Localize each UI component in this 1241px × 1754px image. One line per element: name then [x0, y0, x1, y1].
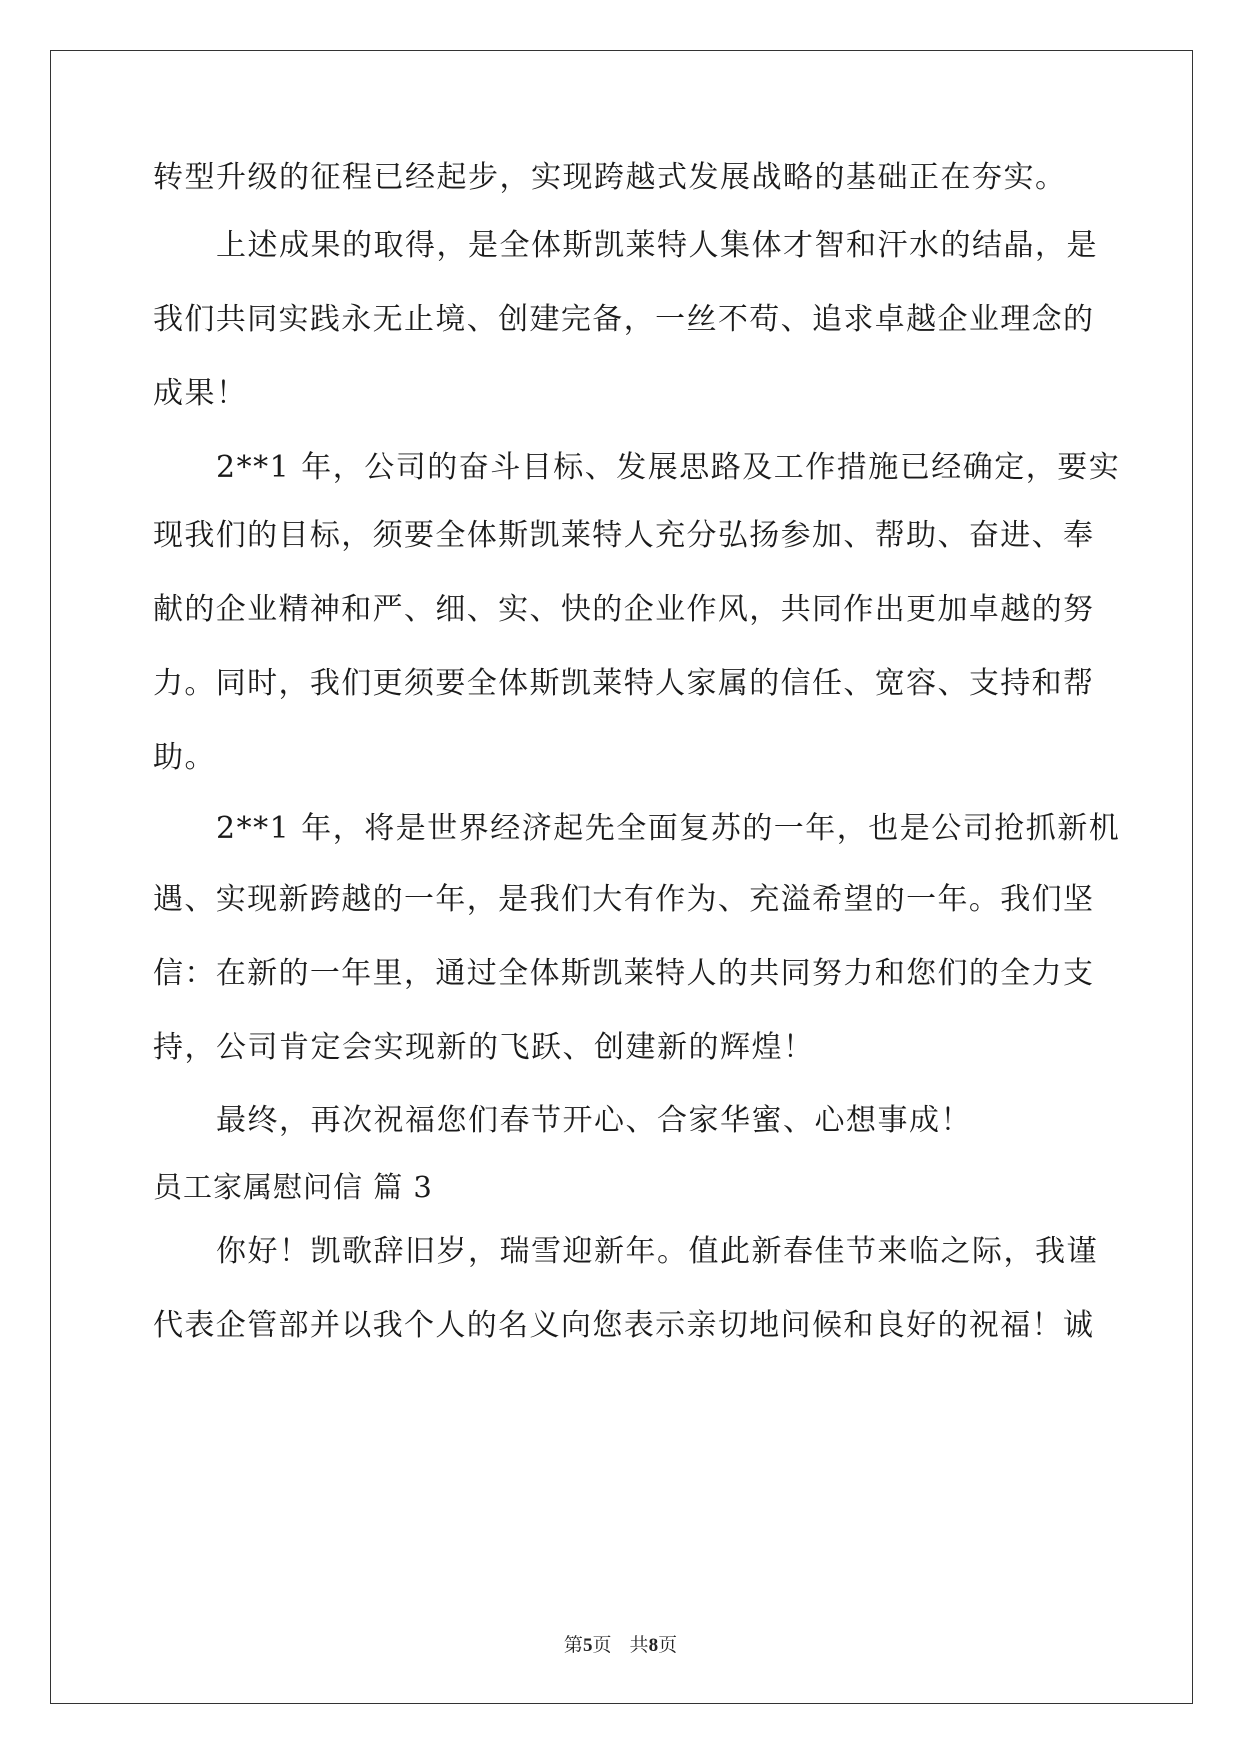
text-line: 持，公司肯定会实现新的飞跃、创建新的辉煌！	[153, 1030, 815, 1065]
text-line: 现我们的目标，须要全体斯凯莱特人充分弘扬参加、帮助、奋进、奉	[153, 518, 1093, 553]
section-heading: 员工家属慰问信 篇 3	[153, 1170, 433, 1204]
text-line: 转型升级的征程已经起步，实现跨越式发展战略的基础正在夯实。	[153, 160, 1067, 195]
paragraph-first-line: 你好！凯歌辞旧岁，瑞雪迎新年。值此新春佳节来临之际，我谨	[216, 1234, 1098, 1269]
current-page-number: 5	[582, 1635, 593, 1656]
footer-middle: 页 共	[592, 1634, 649, 1656]
text-line: 信：在新的一年里，通过全体斯凯莱特人的共同努力和您们的全力支	[153, 956, 1093, 991]
paragraph-first-line: 2**1 年，将是世界经济起先全面复苏的一年，也是公司抢抓新机	[216, 811, 1121, 846]
paragraph-first-line: 最终，再次祝福您们春节开心、合家华蜜、心想事成！	[216, 1103, 972, 1138]
text-line: 代表企管部并以我个人的名义向您表示亲切地问候和良好的祝福！诚	[153, 1308, 1093, 1343]
text-line: 我们共同实践永无止境、创建完备，一丝不苟、追求卓越企业理念的	[153, 302, 1093, 337]
total-page-number: 8	[648, 1635, 659, 1656]
page-footer	[0, 1630, 1241, 1657]
text-line: 成果！	[153, 376, 248, 411]
text-line: 遇、实现新跨越的一年，是我们大有作为、充溢希望的一年。我们坚	[153, 882, 1093, 917]
page-border	[50, 50, 1193, 1704]
text-line: 力。同时，我们更须要全体斯凯莱特人家属的信任、宽容、支持和帮	[153, 666, 1093, 701]
text-line: 献的企业精神和严、细、实、快的企业作风，共同作出更加卓越的努	[153, 592, 1093, 627]
text-line: 助。	[153, 740, 216, 775]
paragraph-first-line: 上述成果的取得，是全体斯凯莱特人集体才智和汗水的结晶，是	[216, 228, 1098, 263]
paragraph-first-line: 2**1 年，公司的奋斗目标、发展思路及工作措施已经确定，要实	[216, 450, 1121, 485]
footer-prefix: 第	[563, 1634, 583, 1656]
footer-suffix: 页	[658, 1634, 678, 1656]
